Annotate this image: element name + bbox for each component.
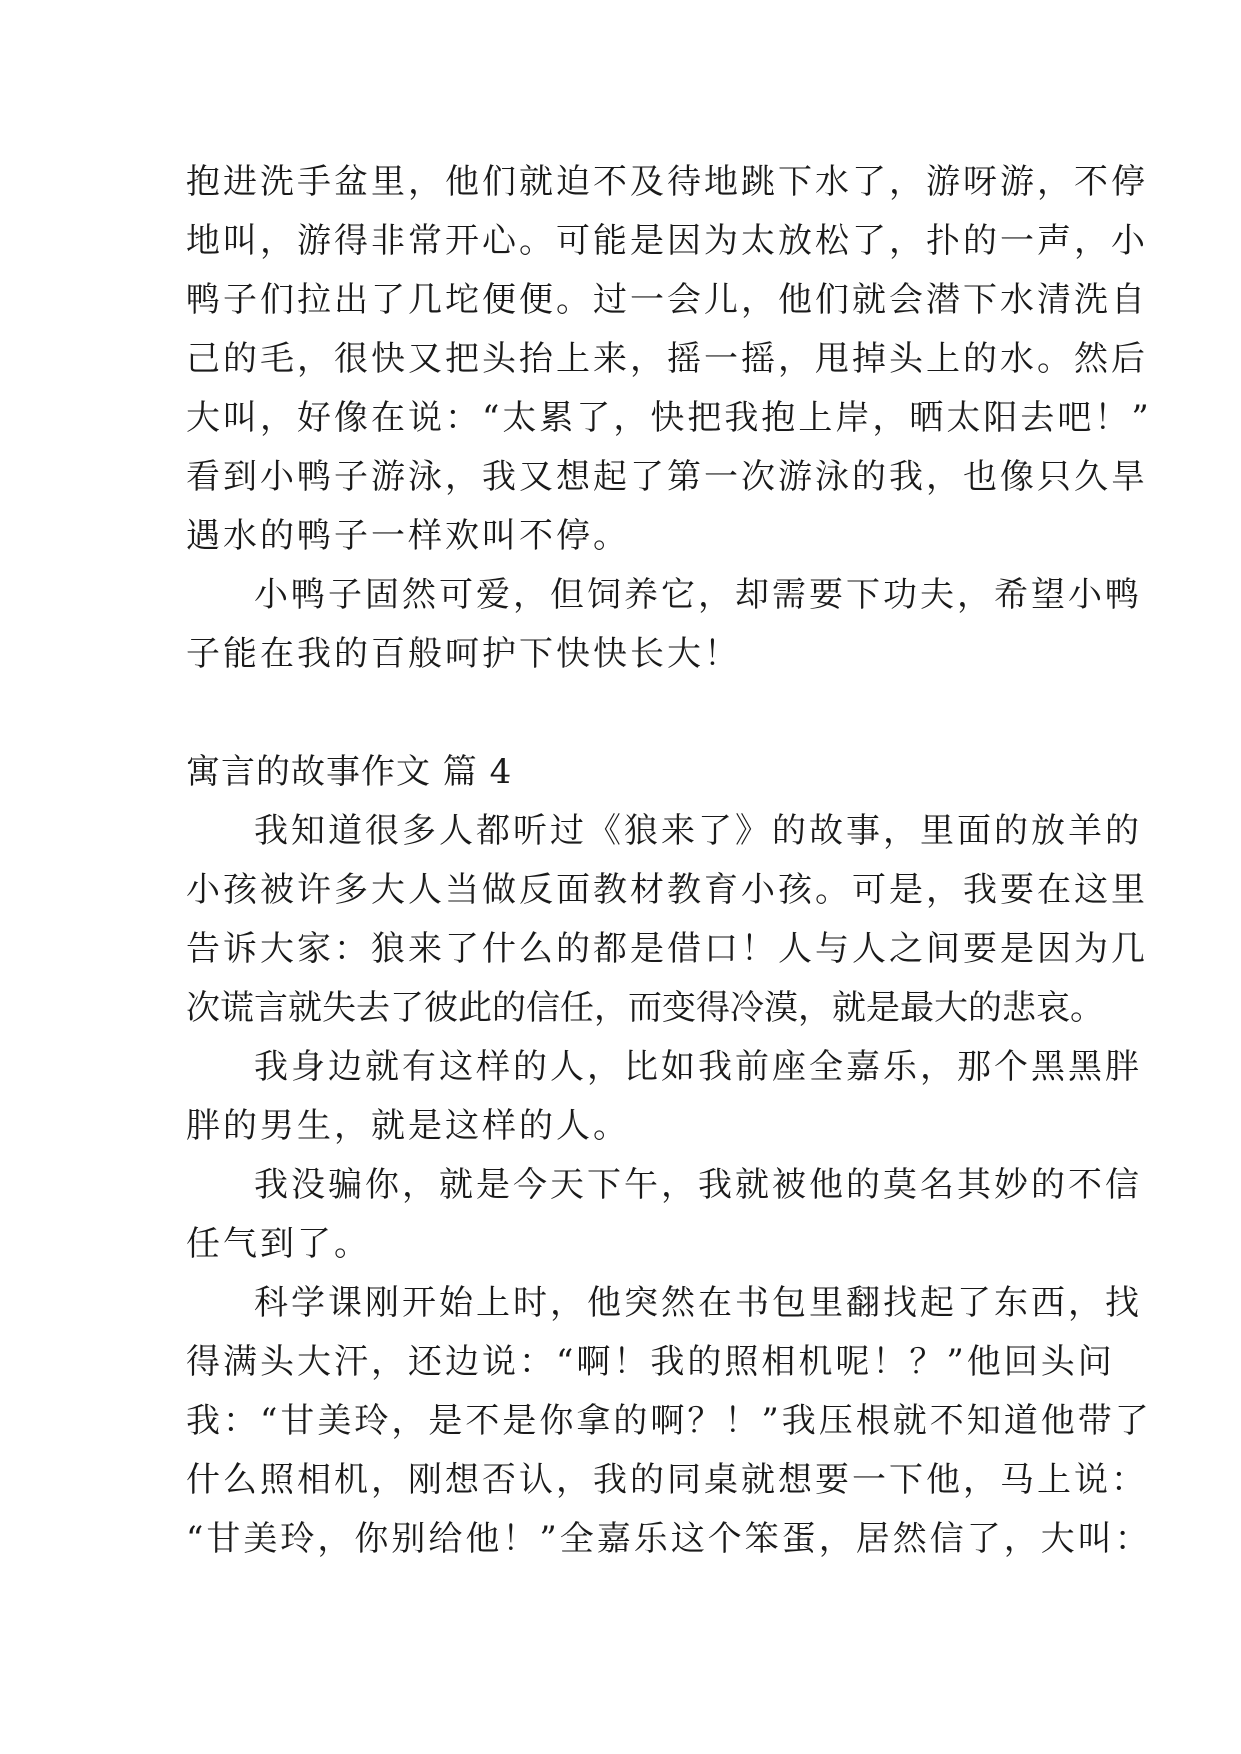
text-line: 科学课刚开始上时，他突然在书包里翻找起了东西，找	[254, 1283, 1142, 1323]
document-body	[186, 153, 1152, 1569]
paragraph-4	[186, 1038, 1142, 1156]
text-line: 我：“甘美玲，是不是你拿的啊？！”我压根就不知道他带了	[186, 1401, 1152, 1441]
section-heading: 寓言的故事作文 篇 4	[186, 752, 513, 792]
text-line: 任气到了。	[186, 1224, 371, 1264]
text-line: 大叫，好像在说：“太累了，快把我抱上岸，晒太阳去吧！”	[186, 398, 1152, 438]
text-line: 抱进洗手盆里，他们就迫不及待地跳下水了，游呀游，不停	[186, 162, 1148, 202]
paragraph-5	[186, 1156, 1142, 1274]
text-line: 什么照相机，刚想否认，我的同桌就想要一下他，马上说：	[186, 1460, 1148, 1500]
text-line: 我身边就有这样的人，比如我前座全嘉乐，那个黑黑胖	[254, 1047, 1142, 1087]
text-line: 遇水的鸭子一样欢叫不停。	[186, 516, 630, 556]
text-line: 次谎言就失去了彼此的信任，而变得冷漠，就是最大的悲哀。	[186, 988, 1104, 1028]
text-line: 小鸭子固然可爱，但饲养它，却需要下功夫，希望小鸭	[254, 575, 1142, 615]
paragraph-6	[186, 1274, 1152, 1569]
text-line: 看到小鸭子游泳，我又想起了第一次游泳的我，也像只久旱	[186, 457, 1148, 497]
text-line: 小孩被许多大人当做反面教材教育小孩。可是，我要在这里	[186, 870, 1148, 910]
text-line: 胖的男生，就是这样的人。	[186, 1106, 630, 1146]
text-line: 我没骗你，就是今天下午，我就被他的莫名其妙的不信	[254, 1165, 1142, 1205]
text-line: 得满头大汗，还边说：“啊！我的照相机呢！？”他回头问	[186, 1342, 1115, 1382]
paragraph-3	[186, 802, 1148, 1038]
text-line: 地叫，游得非常开心。可能是因为太放松了，扑的一声，小	[186, 221, 1148, 261]
paragraph-1	[186, 153, 1152, 566]
text-line: 子能在我的百般呵护下快快长大！	[186, 634, 741, 674]
text-line: 我知道很多人都听过《狼来了》的故事，里面的放羊的	[254, 811, 1142, 851]
text-line: “甘美玲，你别给他！”全嘉乐这个笨蛋，居然信了，大叫：	[186, 1519, 1152, 1559]
text-line: 鸭子们拉出了几坨便便。过一会儿，他们就会潜下水清洗自	[186, 280, 1148, 320]
text-line: 告诉大家：狼来了什么的都是借口！人与人之间要是因为几	[186, 929, 1148, 969]
paragraph-2	[186, 566, 1142, 684]
text-line: 己的毛，很快又把头抬上来，摇一摇，甩掉头上的水。然后	[186, 339, 1148, 379]
